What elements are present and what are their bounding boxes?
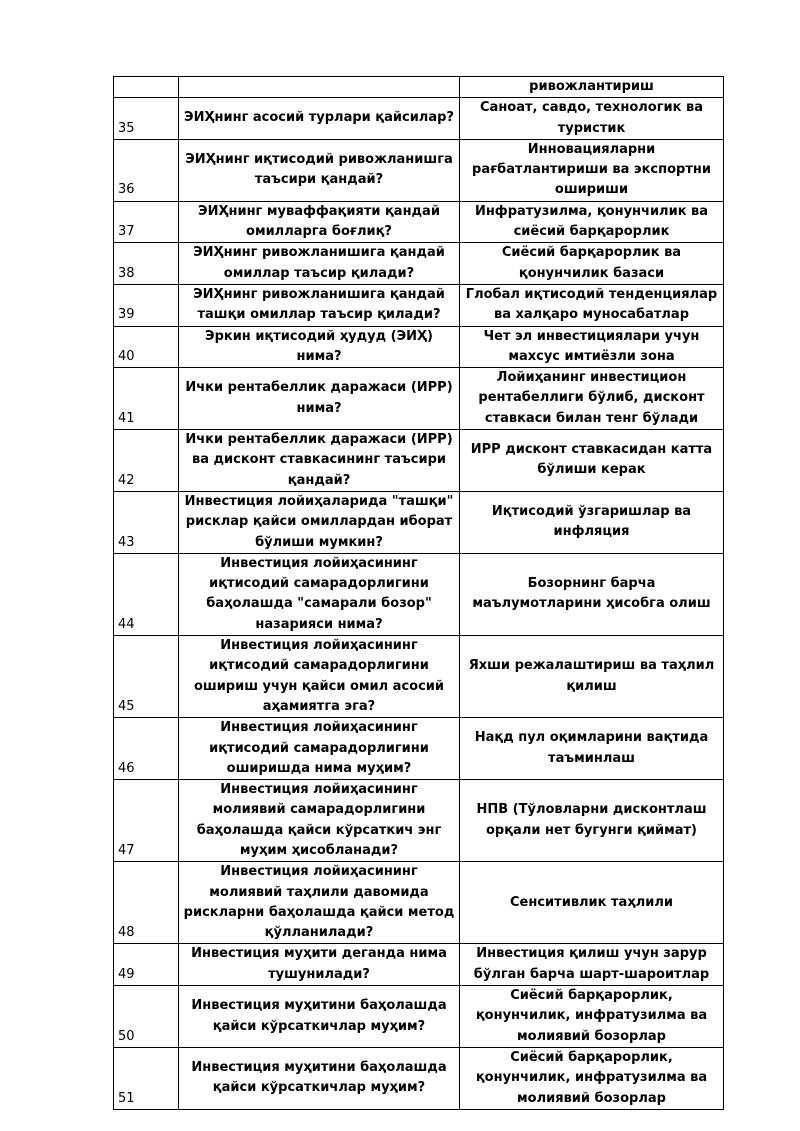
table-row (114, 553, 724, 635)
answer-cell: Лойиҳанинг инвестицион рентабеллиги бўлиб, дисконт ставкаси билан тенг бўлади (460, 368, 724, 430)
table-row (114, 368, 724, 430)
question-cell: ЭИҲнинг ривожланишига қандай ташқи омиллар таъсир қилади? (179, 284, 460, 326)
row-number: 49 (114, 944, 179, 986)
row-number: 35 (114, 98, 179, 140)
question-cell: Инвестиция лойиҳаларида "ташқи" рисклар қайси омиллардан иборат бўлиши мумкин? (179, 491, 460, 553)
row-number: 48 (114, 862, 179, 944)
answer-cell: Нақд пул оқимларини вақтида таъминлаш (460, 718, 724, 780)
answer-cell: Саноат, савдо, технологик ва туристик (460, 98, 724, 140)
row-number: 39 (114, 284, 179, 326)
question-cell: Ички рентабеллик даражаси (ИРР) ва дисконт ставкасининг таъсири қандай? (179, 430, 460, 492)
table-row (114, 243, 724, 285)
question-cell: Инвестиция лойиҳасининг иқтисодий самарадорлигини оширишда нима муҳим? (179, 718, 460, 780)
table-row (114, 862, 724, 944)
row-number: 42 (114, 430, 179, 492)
row-number: 40 (114, 326, 179, 368)
answer-cell: Инновацияларни рағбатлантириши ва экспортни ошириши (460, 139, 724, 201)
row-number: 45 (114, 636, 179, 718)
question-cell: ЭИҲнинг муваффақияти қандай омилларга боғлиқ? (179, 201, 460, 243)
answer-cell: Инвестиция қилиш учун зарур бўлган барча шарт-шароитлар (460, 944, 724, 986)
table-row (114, 326, 724, 368)
answer-cell: Сиёсий барқарорлик, қонунчилик, инфратузилма ва молиявий бозорлар (460, 1047, 724, 1109)
answer-cell: Бозорнинг барча маълумотларини ҳисобга олиш (460, 553, 724, 635)
table-row (114, 98, 724, 140)
answer-cell: Глобал иқтисодий тенденциялар ва халқаро муносабатлар (460, 284, 724, 326)
answer-cell: ИРР дисконт ставкасидан катта бўлиши керак (460, 430, 724, 492)
answer-cell: Яхши режалаштириш ва таҳлил қилиш (460, 636, 724, 718)
table-row (114, 139, 724, 201)
answer-cell: Чет эл инвестициялари учун махсус имтиёзли зона (460, 326, 724, 368)
row-number: 50 (114, 986, 179, 1048)
answer-cell: Сенситивлик таҳлили (460, 862, 724, 944)
row-number: 41 (114, 368, 179, 430)
table-row (114, 636, 724, 718)
table-row (114, 430, 724, 492)
table-row (114, 77, 724, 98)
row-number: 36 (114, 139, 179, 201)
row-number: 51 (114, 1047, 179, 1109)
answer-cell: ривожлантириш (460, 77, 724, 98)
question-cell: ЭИҲнинг асосий турлари қайсилар? (179, 98, 460, 140)
question-cell: Инвестиция лойиҳасининг иқтисодий самарадорлигини баҳолашда "самарали бозор" назарияси нима? (179, 553, 460, 635)
table-row (114, 1047, 724, 1109)
row-number: 38 (114, 243, 179, 285)
question-cell: Инвестиция лойиҳасининг иқтисодий самарадорлигини ошириш учун қайси омил асосий аҳамиятга эга? (179, 636, 460, 718)
question-cell: Инвестиция муҳити деганда нима тушунилади? (179, 944, 460, 986)
answer-cell: Инфратузилма, қонунчилик ва сиёсий барқарорлик (460, 201, 724, 243)
answer-cell: Сиёсий барқарорлик, қонунчилик, инфратузилма ва молиявий бозорлар (460, 986, 724, 1048)
table-row (114, 718, 724, 780)
question-cell: Эркин иқтисодий ҳудуд (ЭИҲ) нима? (179, 326, 460, 368)
question-cell: Инвестиция муҳитини баҳолашда қайси кўрсаткичлар муҳим? (179, 986, 460, 1048)
question-cell: ЭИҲнинг иқтисодий ривожланишга таъсири қандай? (179, 139, 460, 201)
question-cell (179, 77, 460, 98)
table-row (114, 986, 724, 1048)
question-cell: Инвестиция лойиҳасининг молиявий таҳлили давомида рискларни баҳолашда қайси метод қўлланилади? (179, 862, 460, 944)
question-cell: Инвестиция лойиҳасининг молиявий самарадорлигини баҳолашда қайси кўрсаткич энг муҳим ҳисобланади? (179, 780, 460, 862)
row-number: 44 (114, 553, 179, 635)
row-number: 47 (114, 780, 179, 862)
table-row (114, 491, 724, 553)
qa-table-body (114, 77, 724, 1110)
answer-cell: Сиёсий барқарорлик ва қонунчилик базаси (460, 243, 724, 285)
qa-table (113, 76, 724, 1110)
row-number: 46 (114, 718, 179, 780)
question-cell: ЭИҲнинг ривожланишига қандай омиллар таъсир қилади? (179, 243, 460, 285)
question-cell: Инвестиция муҳитини баҳолашда қайси кўрсаткичлар муҳим? (179, 1047, 460, 1109)
table-row (114, 284, 724, 326)
table-row (114, 780, 724, 862)
table-row (114, 201, 724, 243)
row-number: 37 (114, 201, 179, 243)
answer-cell: НПВ (Тўловларни дисконтлаш орқали нет бугунги қиймат) (460, 780, 724, 862)
question-cell: Ички рентабеллик даражаси (ИРР) нима? (179, 368, 460, 430)
answer-cell: Иқтисодий ўзгаришлар ва инфляция (460, 491, 724, 553)
row-number (114, 77, 179, 98)
table-row (114, 944, 724, 986)
row-number: 43 (114, 491, 179, 553)
